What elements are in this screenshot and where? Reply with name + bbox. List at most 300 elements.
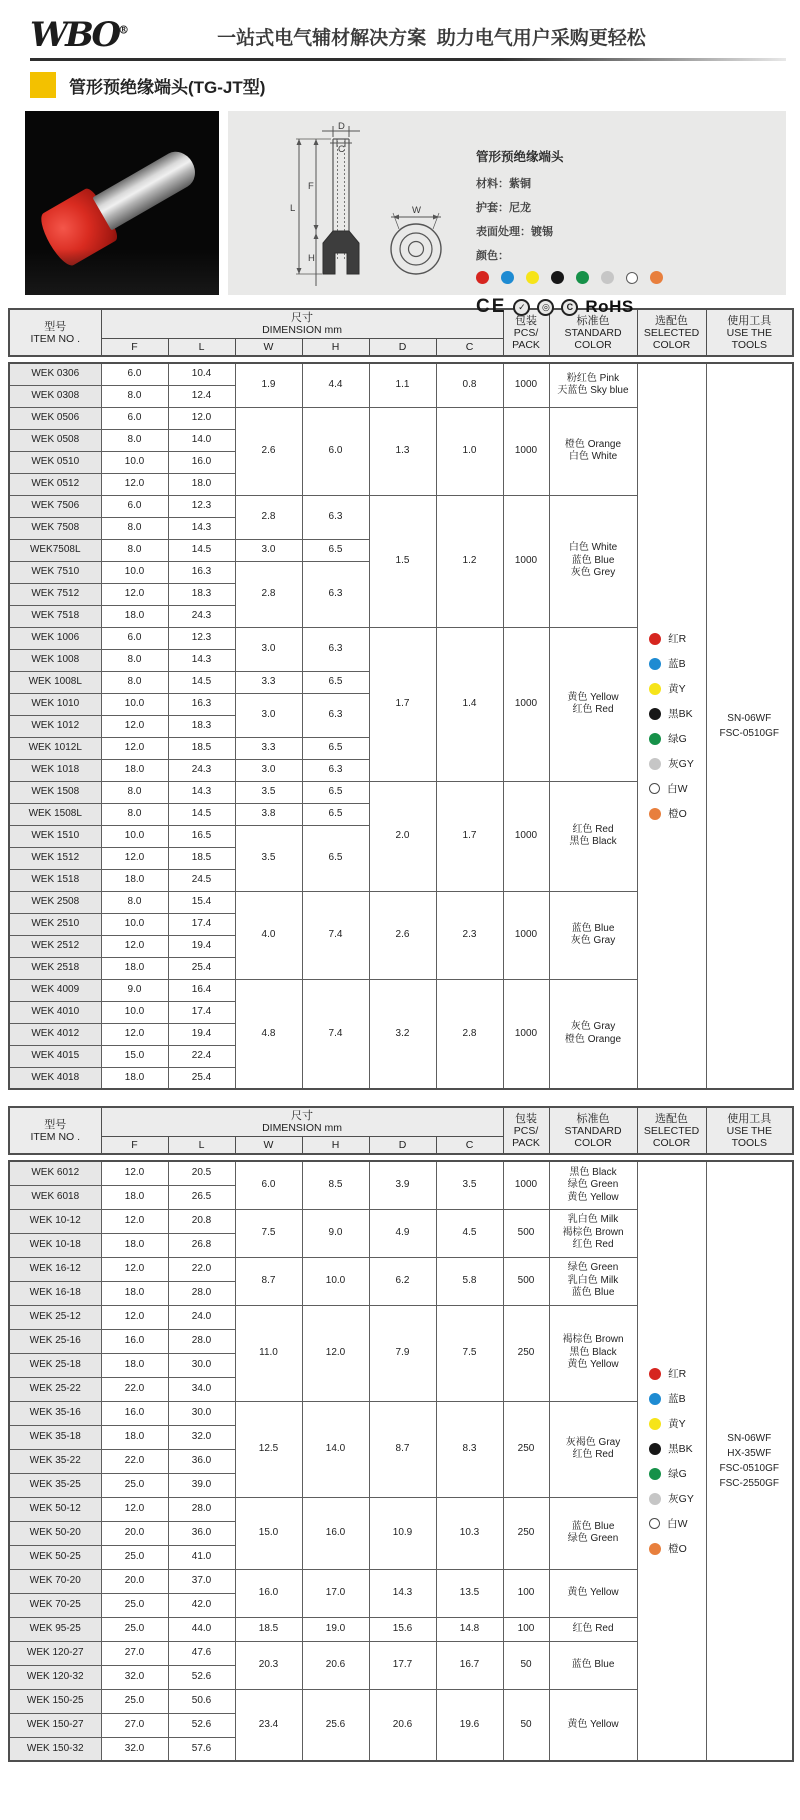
selected-color-cell — [637, 363, 706, 1089]
item-no-cell: WEK 1512 — [9, 847, 101, 869]
spec-cell: 4.4 — [302, 363, 369, 407]
spec-cell: 18.0 — [101, 1233, 168, 1257]
material-line: 材料：紫铜 — [476, 178, 531, 190]
spec-cell: 1000 — [503, 979, 549, 1089]
spec-cell: 25.0 — [101, 1545, 168, 1569]
col-item-no: 型号 ITEM NO . — [9, 1107, 101, 1154]
spec-cell: 50 — [503, 1641, 549, 1689]
item-no-cell: WEK 10-18 — [9, 1233, 101, 1257]
spec-cell: 20.6 — [302, 1641, 369, 1689]
spec-cell: 12.0 — [101, 1161, 168, 1185]
spec-cell: 52.6 — [168, 1713, 235, 1737]
sheath-line: 护套：尼龙 — [476, 202, 531, 214]
spec-cell: 12.0 — [101, 1209, 168, 1233]
spec-cell: 36.0 — [168, 1449, 235, 1473]
selected-color-option — [649, 1543, 694, 1555]
item-no-cell: WEK 25-18 — [9, 1353, 101, 1377]
spec-cell: 1000 — [503, 363, 549, 407]
cert-badge-icon: C — [561, 299, 578, 316]
color-swatch-icon — [649, 808, 661, 820]
tagline: 一站式电气辅材解决方案 助力电气用户采购更轻松 — [217, 28, 646, 49]
spec-cell: 12.0 — [101, 715, 168, 737]
registered-mark: ® — [118, 23, 130, 37]
technical-drawing — [238, 121, 464, 289]
color-dot — [650, 271, 663, 284]
color-swatch-label: 黑BK — [668, 1442, 693, 1455]
item-no-cell: WEK 0506 — [9, 407, 101, 429]
spec-cell: 16.0 — [101, 1329, 168, 1353]
spec-cell: 18.3 — [168, 583, 235, 605]
spec-cell: 10.0 — [302, 1257, 369, 1305]
spec-cell: 14.3 — [168, 649, 235, 671]
spec-cell: 14.0 — [302, 1401, 369, 1497]
color-swatch-icon — [649, 1443, 661, 1455]
spec-cell: 18.0 — [101, 957, 168, 979]
header-divider — [30, 58, 786, 61]
rohs-mark: RoHS — [585, 297, 634, 316]
item-no-cell: WEK 70-20 — [9, 1569, 101, 1593]
spec-cell: 27.0 — [101, 1641, 168, 1665]
spec-cell: 6.0 — [101, 627, 168, 649]
col-selected-color: 选配色 SELECTED COLOR — [637, 309, 706, 356]
spec-cell: 1.4 — [436, 627, 503, 781]
spec-cell: 12.0 — [101, 1305, 168, 1329]
spec-cell: 15.0 — [235, 1497, 302, 1569]
spec-cell: 6.2 — [369, 1257, 436, 1305]
spec-cell: 17.0 — [302, 1569, 369, 1617]
selected-color-option — [649, 758, 694, 770]
spec-cell: 2.8 — [235, 561, 302, 627]
spec-cell: 7.5 — [235, 1209, 302, 1257]
item-no-cell: WEK 4012 — [9, 1023, 101, 1045]
spec-cell: 19.6 — [436, 1689, 503, 1761]
spec-cell: 12.0 — [101, 737, 168, 759]
spec-cell: 100 — [503, 1617, 549, 1641]
spec-cell: 12.4 — [168, 385, 235, 407]
spec-cell: 20.5 — [168, 1161, 235, 1185]
standard-color-cell: 乳白色 Milk 褐棕色 Brown 红色 Red — [549, 1209, 637, 1257]
spec-cell: 12.0 — [101, 1497, 168, 1521]
spec-cell: 22.0 — [168, 1257, 235, 1281]
color-swatch-label: 橙O — [668, 1542, 687, 1555]
col-tools: 使用工具 USE THE TOOLS — [706, 309, 793, 356]
spec-cell: 22.0 — [101, 1377, 168, 1401]
spec-cell: 15.0 — [101, 1045, 168, 1067]
spec-cell: 30.0 — [168, 1353, 235, 1377]
spec-cell: 16.0 — [101, 1401, 168, 1425]
item-no-cell: WEK 50-25 — [9, 1545, 101, 1569]
spec-cell: 1.2 — [436, 495, 503, 627]
item-no-cell: WEK 1518 — [9, 869, 101, 891]
spec-cell: 3.8 — [235, 803, 302, 825]
spec-cell: 2.6 — [369, 891, 436, 979]
spec-cell: 17.4 — [168, 913, 235, 935]
spec-cell: 14.3 — [168, 781, 235, 803]
selected-color-option — [649, 1393, 694, 1405]
spec-cell: 12.0 — [101, 935, 168, 957]
item-no-cell: WEK 25-16 — [9, 1329, 101, 1353]
spec-cell: 2.0 — [369, 781, 436, 891]
spec-cell: 12.0 — [101, 583, 168, 605]
spec-cell: 8.0 — [101, 539, 168, 561]
spec-cell: 6.3 — [302, 693, 369, 737]
selected-color-option — [649, 633, 694, 645]
spec-cell: 1000 — [503, 627, 549, 781]
color-swatch-icon — [649, 683, 661, 695]
spec-cell: 3.0 — [235, 759, 302, 781]
spec-cell: 6.5 — [302, 803, 369, 825]
spec-cell: 3.0 — [235, 627, 302, 671]
spec-cell: 8.0 — [101, 429, 168, 451]
spec-cell: 6.0 — [302, 407, 369, 495]
spec-cell: 10.0 — [101, 1001, 168, 1023]
color-swatch-label: 白W — [667, 1517, 688, 1530]
label-d: D — [338, 121, 345, 132]
spec-cell: 6.5 — [302, 781, 369, 803]
item-no-cell: WEK 50-20 — [9, 1521, 101, 1545]
spec-cell: 20.6 — [369, 1689, 436, 1761]
color-swatch-icon — [649, 1468, 661, 1480]
spec-cell: 16.0 — [302, 1497, 369, 1569]
spec-cell: 13.5 — [436, 1569, 503, 1617]
spec-cell: 1.7 — [369, 627, 436, 781]
selected-color-option — [649, 1368, 694, 1380]
spec-cell: 2.3 — [436, 891, 503, 979]
table-row — [9, 1161, 793, 1185]
product-photo — [25, 111, 219, 295]
spec-cell: 10.0 — [101, 451, 168, 473]
item-no-cell: WEK 0306 — [9, 363, 101, 385]
spec-cell: 24.3 — [168, 605, 235, 627]
color-swatch-icon — [649, 708, 661, 720]
color-swatch-label: 灰GY — [668, 1492, 694, 1505]
spec-cell: 10.9 — [369, 1497, 436, 1569]
spec-cell: 24.5 — [168, 869, 235, 891]
col-standard-color: 标准色 STANDARD COLOR — [549, 309, 637, 356]
spec-cell: 28.0 — [168, 1497, 235, 1521]
table-row — [9, 363, 793, 385]
color-swatch-label: 红R — [668, 1367, 687, 1380]
selected-color-option — [649, 708, 694, 720]
spec-cell: 14.5 — [168, 539, 235, 561]
spec-cell: 36.0 — [168, 1521, 235, 1545]
item-no-cell: WEK 35-18 — [9, 1425, 101, 1449]
item-no-cell: WEK 0510 — [9, 451, 101, 473]
spec-cell: 16.5 — [168, 825, 235, 847]
item-no-cell: WEK 70-25 — [9, 1593, 101, 1617]
spec-table-1 — [8, 308, 792, 1090]
col-f: F — [101, 1137, 168, 1155]
spec-cell: 24.3 — [168, 759, 235, 781]
spec-cell: 16.3 — [168, 561, 235, 583]
spec-cell: 16.0 — [235, 1569, 302, 1617]
standard-color-cell: 黄色 Yellow — [549, 1569, 637, 1617]
spec-cell: 37.0 — [168, 1569, 235, 1593]
spec-cell: 12.3 — [168, 495, 235, 517]
color-swatch-label: 蓝B — [668, 1392, 686, 1405]
color-swatch-icon — [649, 1418, 661, 1430]
spec-cell: 1.5 — [369, 495, 436, 627]
color-dot — [526, 271, 539, 284]
spec-cell: 3.5 — [235, 781, 302, 803]
spec-cell: 18.0 — [101, 1185, 168, 1209]
standard-color-cell: 橙色 Orange 白色 White — [549, 407, 637, 495]
col-pack: 包装 PCS/ PACK — [503, 1107, 549, 1154]
label-f: F — [308, 181, 314, 192]
standard-color-cell: 白色 White 蓝色 Blue 灰色 Grey — [549, 495, 637, 627]
selected-color-option — [649, 808, 694, 820]
item-no-cell: WEK 4015 — [9, 1045, 101, 1067]
spec-cell: 26.5 — [168, 1185, 235, 1209]
spec-cell: 11.0 — [235, 1305, 302, 1401]
spec-cell: 250 — [503, 1305, 549, 1401]
spec-cell: 18.0 — [101, 605, 168, 627]
spec-cell: 18.0 — [101, 1067, 168, 1089]
spec-cell: 19.4 — [168, 1023, 235, 1045]
spec-cell: 16.4 — [168, 979, 235, 1001]
spec-cell: 15.4 — [168, 891, 235, 913]
col-dimension: 尺寸 DIMENSION mm — [101, 1107, 503, 1137]
col-tools: 使用工具 USE THE TOOLS — [706, 1107, 793, 1154]
spec-cell: 28.0 — [168, 1329, 235, 1353]
wbo-logo — [30, 15, 130, 55]
col-w: W — [235, 339, 302, 357]
spec-table-2-header — [8, 1106, 794, 1155]
label-w: W — [412, 205, 421, 216]
dimension-diagram — [238, 121, 464, 287]
spec-cell: 18.0 — [101, 759, 168, 781]
item-no-cell: WEK 16-12 — [9, 1257, 101, 1281]
label-c: C — [338, 144, 345, 155]
spec-cell: 18.0 — [101, 1353, 168, 1377]
spec-cell: 18.5 — [235, 1617, 302, 1641]
standard-color-cell: 蓝色 Blue 绿色 Green — [549, 1497, 637, 1569]
label-h: H — [308, 253, 315, 264]
spec-cell: 9.0 — [101, 979, 168, 1001]
spec-cell: 3.3 — [235, 737, 302, 759]
spec-cell: 20.8 — [168, 1209, 235, 1233]
label-l: L — [290, 203, 296, 214]
item-no-cell: WEK 2512 — [9, 935, 101, 957]
item-no-cell: WEK 25-22 — [9, 1377, 101, 1401]
spec-cell: 14.8 — [436, 1617, 503, 1641]
item-no-cell: WEK 4009 — [9, 979, 101, 1001]
color-swatch-icon — [649, 1493, 661, 1505]
spec-cell: 6.3 — [302, 759, 369, 781]
spec-cell: 52.6 — [168, 1665, 235, 1689]
item-no-cell: WEK 150-25 — [9, 1689, 101, 1713]
spec-cell: 100 — [503, 1569, 549, 1617]
spec-cell: 2.8 — [235, 495, 302, 539]
spec-cell: 18.0 — [101, 1281, 168, 1305]
item-no-cell: WEK 95-25 — [9, 1617, 101, 1641]
spec-cell: 0.8 — [436, 363, 503, 407]
spec-cell: 32.0 — [168, 1425, 235, 1449]
spec-cell: 1000 — [503, 1161, 549, 1209]
spec-cell: 12.0 — [302, 1305, 369, 1401]
spec-cell: 10.0 — [101, 693, 168, 715]
col-l: L — [168, 339, 235, 357]
color-swatch-label: 绿G — [668, 732, 687, 745]
color-dot — [626, 272, 638, 284]
selected-color-option — [649, 1468, 694, 1480]
item-no-cell: WEK 6012 — [9, 1161, 101, 1185]
item-no-cell: WEK 1018 — [9, 759, 101, 781]
product-name: 管形预绝缘端头 — [476, 150, 564, 164]
item-no-cell: WEK 4018 — [9, 1067, 101, 1089]
spec-cell: 8.0 — [101, 781, 168, 803]
spec-cell: 14.3 — [369, 1569, 436, 1617]
spec-cell: 7.4 — [302, 891, 369, 979]
spec-cell: 12.5 — [235, 1401, 302, 1497]
item-no-cell: WEK 150-27 — [9, 1713, 101, 1737]
spec-cell: 26.8 — [168, 1233, 235, 1257]
item-no-cell: WEK 0308 — [9, 385, 101, 407]
spec-cell: 32.0 — [101, 1737, 168, 1761]
standard-color-cell: 灰色 Gray 橙色 Orange — [549, 979, 637, 1089]
spec-cell: 27.0 — [101, 1713, 168, 1737]
spec-cell: 1.7 — [436, 781, 503, 891]
col-f: F — [101, 339, 168, 357]
spec-cell: 1000 — [503, 891, 549, 979]
spec-cell: 10.4 — [168, 363, 235, 385]
metal-tube — [92, 146, 201, 231]
col-item-no: 型号 ITEM NO . — [9, 309, 101, 356]
item-no-cell: WEK 7510 — [9, 561, 101, 583]
color-swatch-label: 黄Y — [668, 682, 686, 695]
spec-cell: 8.3 — [436, 1401, 503, 1497]
spec-cell: 28.0 — [168, 1281, 235, 1305]
color-swatch-icon — [649, 783, 660, 794]
color-dot — [551, 271, 564, 284]
spec-cell: 25.0 — [101, 1473, 168, 1497]
color-swatch-icon — [649, 733, 661, 745]
product-info — [464, 121, 772, 317]
spec-cell: 6.3 — [302, 627, 369, 671]
spec-cell: 9.0 — [302, 1209, 369, 1257]
spec-cell: 8.0 — [101, 517, 168, 539]
spec-cell: 10.0 — [101, 825, 168, 847]
spec-cell: 12.0 — [101, 473, 168, 495]
spec-cell: 2.6 — [235, 407, 302, 495]
spec-cell: 3.0 — [235, 693, 302, 737]
col-c: C — [436, 339, 503, 357]
standard-color-cell: 黑色 Black 绿色 Green 黄色 Yellow — [549, 1161, 637, 1209]
spec-cell: 6.5 — [302, 539, 369, 561]
spec-cell: 12.0 — [101, 847, 168, 869]
spec-cell: 8.0 — [101, 803, 168, 825]
spec-cell: 19.4 — [168, 935, 235, 957]
standard-color-cell: 蓝色 Blue — [549, 1641, 637, 1689]
spec-cell: 30.0 — [168, 1401, 235, 1425]
standard-color-cell: 绿色 Green 乳白色 Milk 蓝色 Blue — [549, 1257, 637, 1305]
spec-cell: 47.6 — [168, 1641, 235, 1665]
spec-cell: 7.5 — [436, 1305, 503, 1401]
item-no-cell: WEK 35-22 — [9, 1449, 101, 1473]
spec-cell: 3.9 — [369, 1161, 436, 1209]
tools-cell: SN-06WF FSC-0510GF — [706, 363, 793, 1089]
spec-cell: 6.0 — [101, 363, 168, 385]
spec-table-2-body — [8, 1160, 794, 1762]
cert-badge-icon: ✓ — [513, 299, 530, 316]
selected-color-option — [649, 1493, 694, 1505]
spec-cell: 14.0 — [168, 429, 235, 451]
spec-cell: 57.6 — [168, 1737, 235, 1761]
color-dot — [501, 271, 514, 284]
spec-cell: 12.0 — [101, 1023, 168, 1045]
spec-cell: 17.7 — [369, 1641, 436, 1689]
item-no-cell: WEK 2508 — [9, 891, 101, 913]
spec-cell: 7.4 — [302, 979, 369, 1089]
item-no-cell: WEK7508L — [9, 539, 101, 561]
spec-cell: 8.0 — [101, 385, 168, 407]
spec-cell: 25.0 — [101, 1689, 168, 1713]
item-no-cell: WEK 1010 — [9, 693, 101, 715]
spec-cell: 8.0 — [101, 671, 168, 693]
color-swatch-label: 绿G — [668, 1467, 687, 1480]
col-selected-color: 选配色 SELECTED COLOR — [637, 1107, 706, 1154]
item-no-cell: WEK 1008 — [9, 649, 101, 671]
item-no-cell: WEK 1008L — [9, 671, 101, 693]
item-no-cell: WEK 4010 — [9, 1001, 101, 1023]
color-swatch-icon — [649, 1543, 661, 1555]
spec-cell: 8.0 — [101, 891, 168, 913]
item-no-cell: WEK 0508 — [9, 429, 101, 451]
spec-cell: 14.5 — [168, 671, 235, 693]
spec-cell: 14.5 — [168, 803, 235, 825]
col-pack: 包装 PCS/ PACK — [503, 309, 549, 356]
spec-cell: 12.3 — [168, 627, 235, 649]
selected-color-option — [649, 1443, 694, 1455]
spec-cell: 50.6 — [168, 1689, 235, 1713]
col-d: D — [369, 1137, 436, 1155]
col-l: L — [168, 1137, 235, 1155]
col-h: H — [302, 339, 369, 357]
item-no-cell: WEK 1012 — [9, 715, 101, 737]
item-no-cell: WEK 1508L — [9, 803, 101, 825]
selected-color-legend — [649, 1355, 694, 1568]
standard-color-cell: 灰褐色 Gray 红色 Red — [549, 1401, 637, 1497]
color-dot — [576, 271, 589, 284]
item-no-cell: WEK 0512 — [9, 473, 101, 495]
spec-cell: 2.8 — [436, 979, 503, 1089]
page-title: 管形预绝缘端头(TG-JT型) — [69, 77, 266, 97]
item-no-cell: WEK 1510 — [9, 825, 101, 847]
item-no-cell: WEK 25-12 — [9, 1305, 101, 1329]
selected-color-legend — [649, 620, 694, 833]
spec-cell: 8.7 — [369, 1401, 436, 1497]
selected-color-option — [649, 1518, 694, 1530]
color-swatch-label: 橙O — [668, 807, 687, 820]
standard-color-cell: 红色 Red 黑色 Black — [549, 781, 637, 891]
item-no-cell: WEK 2518 — [9, 957, 101, 979]
item-no-cell: WEK 1508 — [9, 781, 101, 803]
spec-cell: 18.0 — [101, 1425, 168, 1449]
spec-cell: 1.9 — [235, 363, 302, 407]
standard-color-cell: 褐棕色 Brown 黑色 Black 黄色 Yellow — [549, 1305, 637, 1401]
item-no-cell: WEK 120-27 — [9, 1641, 101, 1665]
spec-cell: 10.0 — [101, 913, 168, 935]
item-no-cell: WEK 50-12 — [9, 1497, 101, 1521]
spec-cell: 3.2 — [369, 979, 436, 1089]
spec-table-1-body — [8, 362, 794, 1090]
selected-color-option — [649, 683, 694, 695]
spec-cell: 15.6 — [369, 1617, 436, 1641]
spec-cell: 25.4 — [168, 957, 235, 979]
item-no-cell: WEK 35-25 — [9, 1473, 101, 1497]
spec-cell: 8.5 — [302, 1161, 369, 1209]
logo-text: WBO — [30, 15, 119, 55]
